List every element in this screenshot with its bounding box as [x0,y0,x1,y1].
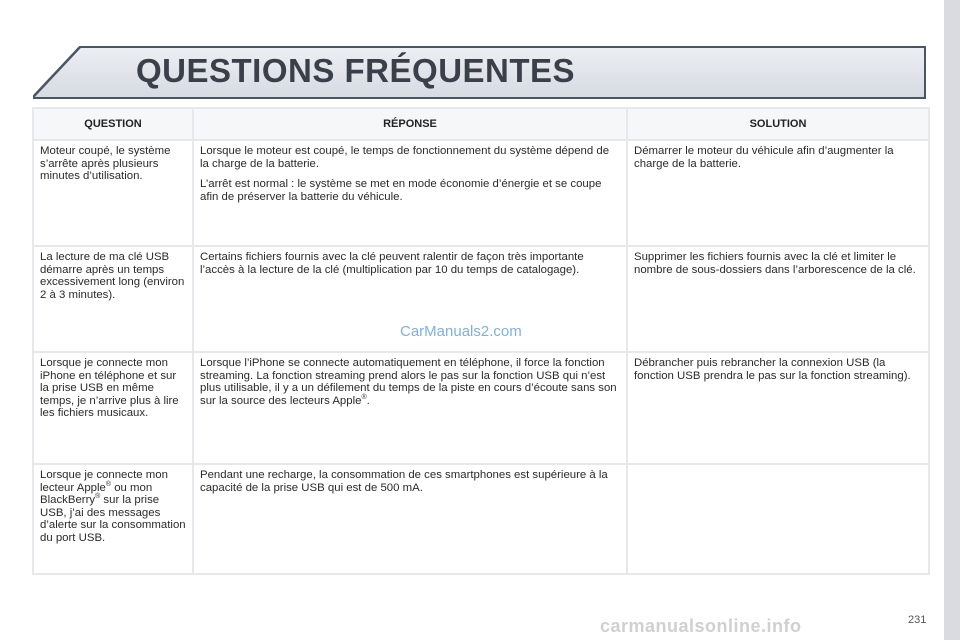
column-header-answer: RÉPONSE [193,108,627,140]
table-row [33,140,929,246]
solution-text: Débrancher puis rebrancher la connexion USB (la fonction USB prendra le pas sur la fonction streaming). [634,357,911,382]
answer-text: Lorsque le moteur est coupé, le temps de fonctionnement du système dépend de la charge de la batterie. [200,145,610,170]
page-number: 231 [908,614,927,626]
registered-mark: ® [95,493,101,501]
solution-text: Démarrer le moteur du véhicule afin d’augmenter la charge de la batterie. [634,145,894,170]
question-cell [33,246,193,352]
page-title: QUESTIONS FRÉQUENTES [136,52,576,89]
question-text-part: ou mon BlackBerry [40,481,153,506]
answer-text-main: Lorsque l’iPhone se connecte automatiquement en téléphone, il force la fonction streaming. La fonction streaming prend alors le pas sur la fonction USB qui n’est plus utilisable, il y a un défilement du temps de la piste en cours d’écoute sans son sur la source des lecteurs Apple [200,357,617,407]
solution-cell [627,246,929,352]
question-text: Moteur coupé, le système s’arrête après plusieurs minutes d’utilisation. [40,145,171,182]
footer-watermark: carmanualsonline.info [600,616,802,636]
column-header-question: QUESTION [33,108,193,140]
answer-text: L’arrêt est normal : le système se met en mode économie d’énergie et se coupe afin de préserver la batterie du véhicule. [200,178,602,203]
question-text: Lorsque je connecte mon iPhone en téléphone et sur la prise USB en même temps, je n’arrive plus à lire les fichiers musicaux. [40,357,179,419]
solution-cell [627,140,929,246]
answer-text [200,357,620,407]
table-header-row [33,108,929,140]
table-row [33,352,929,464]
column-header-solution: SOLUTION [627,108,929,140]
solution-cell [627,464,929,574]
answer-cell [193,352,627,464]
answer-text: Pendant une recharge, la consommation de ces smartphones est supérieure à la capacité de la prise USB qui est de 500 mA. [200,469,608,494]
registered-mark: ® [105,480,112,488]
question-text-part: sur la prise USB, j’ai des messages d’alerte sur la consommation du port USB. [40,494,186,544]
question-text: La lecture de ma clé USB démarre après un temps excessivement long (environ 2 à 3 minutes). [40,251,185,301]
question-text-part: Lorsque je connecte mon lecteur Apple [40,469,168,494]
table-row [33,464,929,574]
answer-text-end: . [366,394,370,407]
solution-text: Supprimer les fichiers fournis avec la clé et limiter le nombre de sous-dossiers dans l’arborescence de la clé. [634,251,916,276]
solution-cell [627,352,929,464]
registered-mark: ® [361,393,367,401]
answer-text: Certains fichiers fournis avec la clé peuvent ralentir de façon très importante l’accès à la lecture de la clé (multiplication par 10 du temps de catalogage). [200,251,584,276]
question-cell [33,464,193,574]
question-cell [33,140,193,246]
answer-cell [193,464,627,574]
answer-cell [193,140,627,246]
page-edge-bar [944,0,960,640]
question-cell [33,352,193,464]
watermark-text: CarManuals2.com [400,323,522,340]
faq-table [32,107,930,575]
